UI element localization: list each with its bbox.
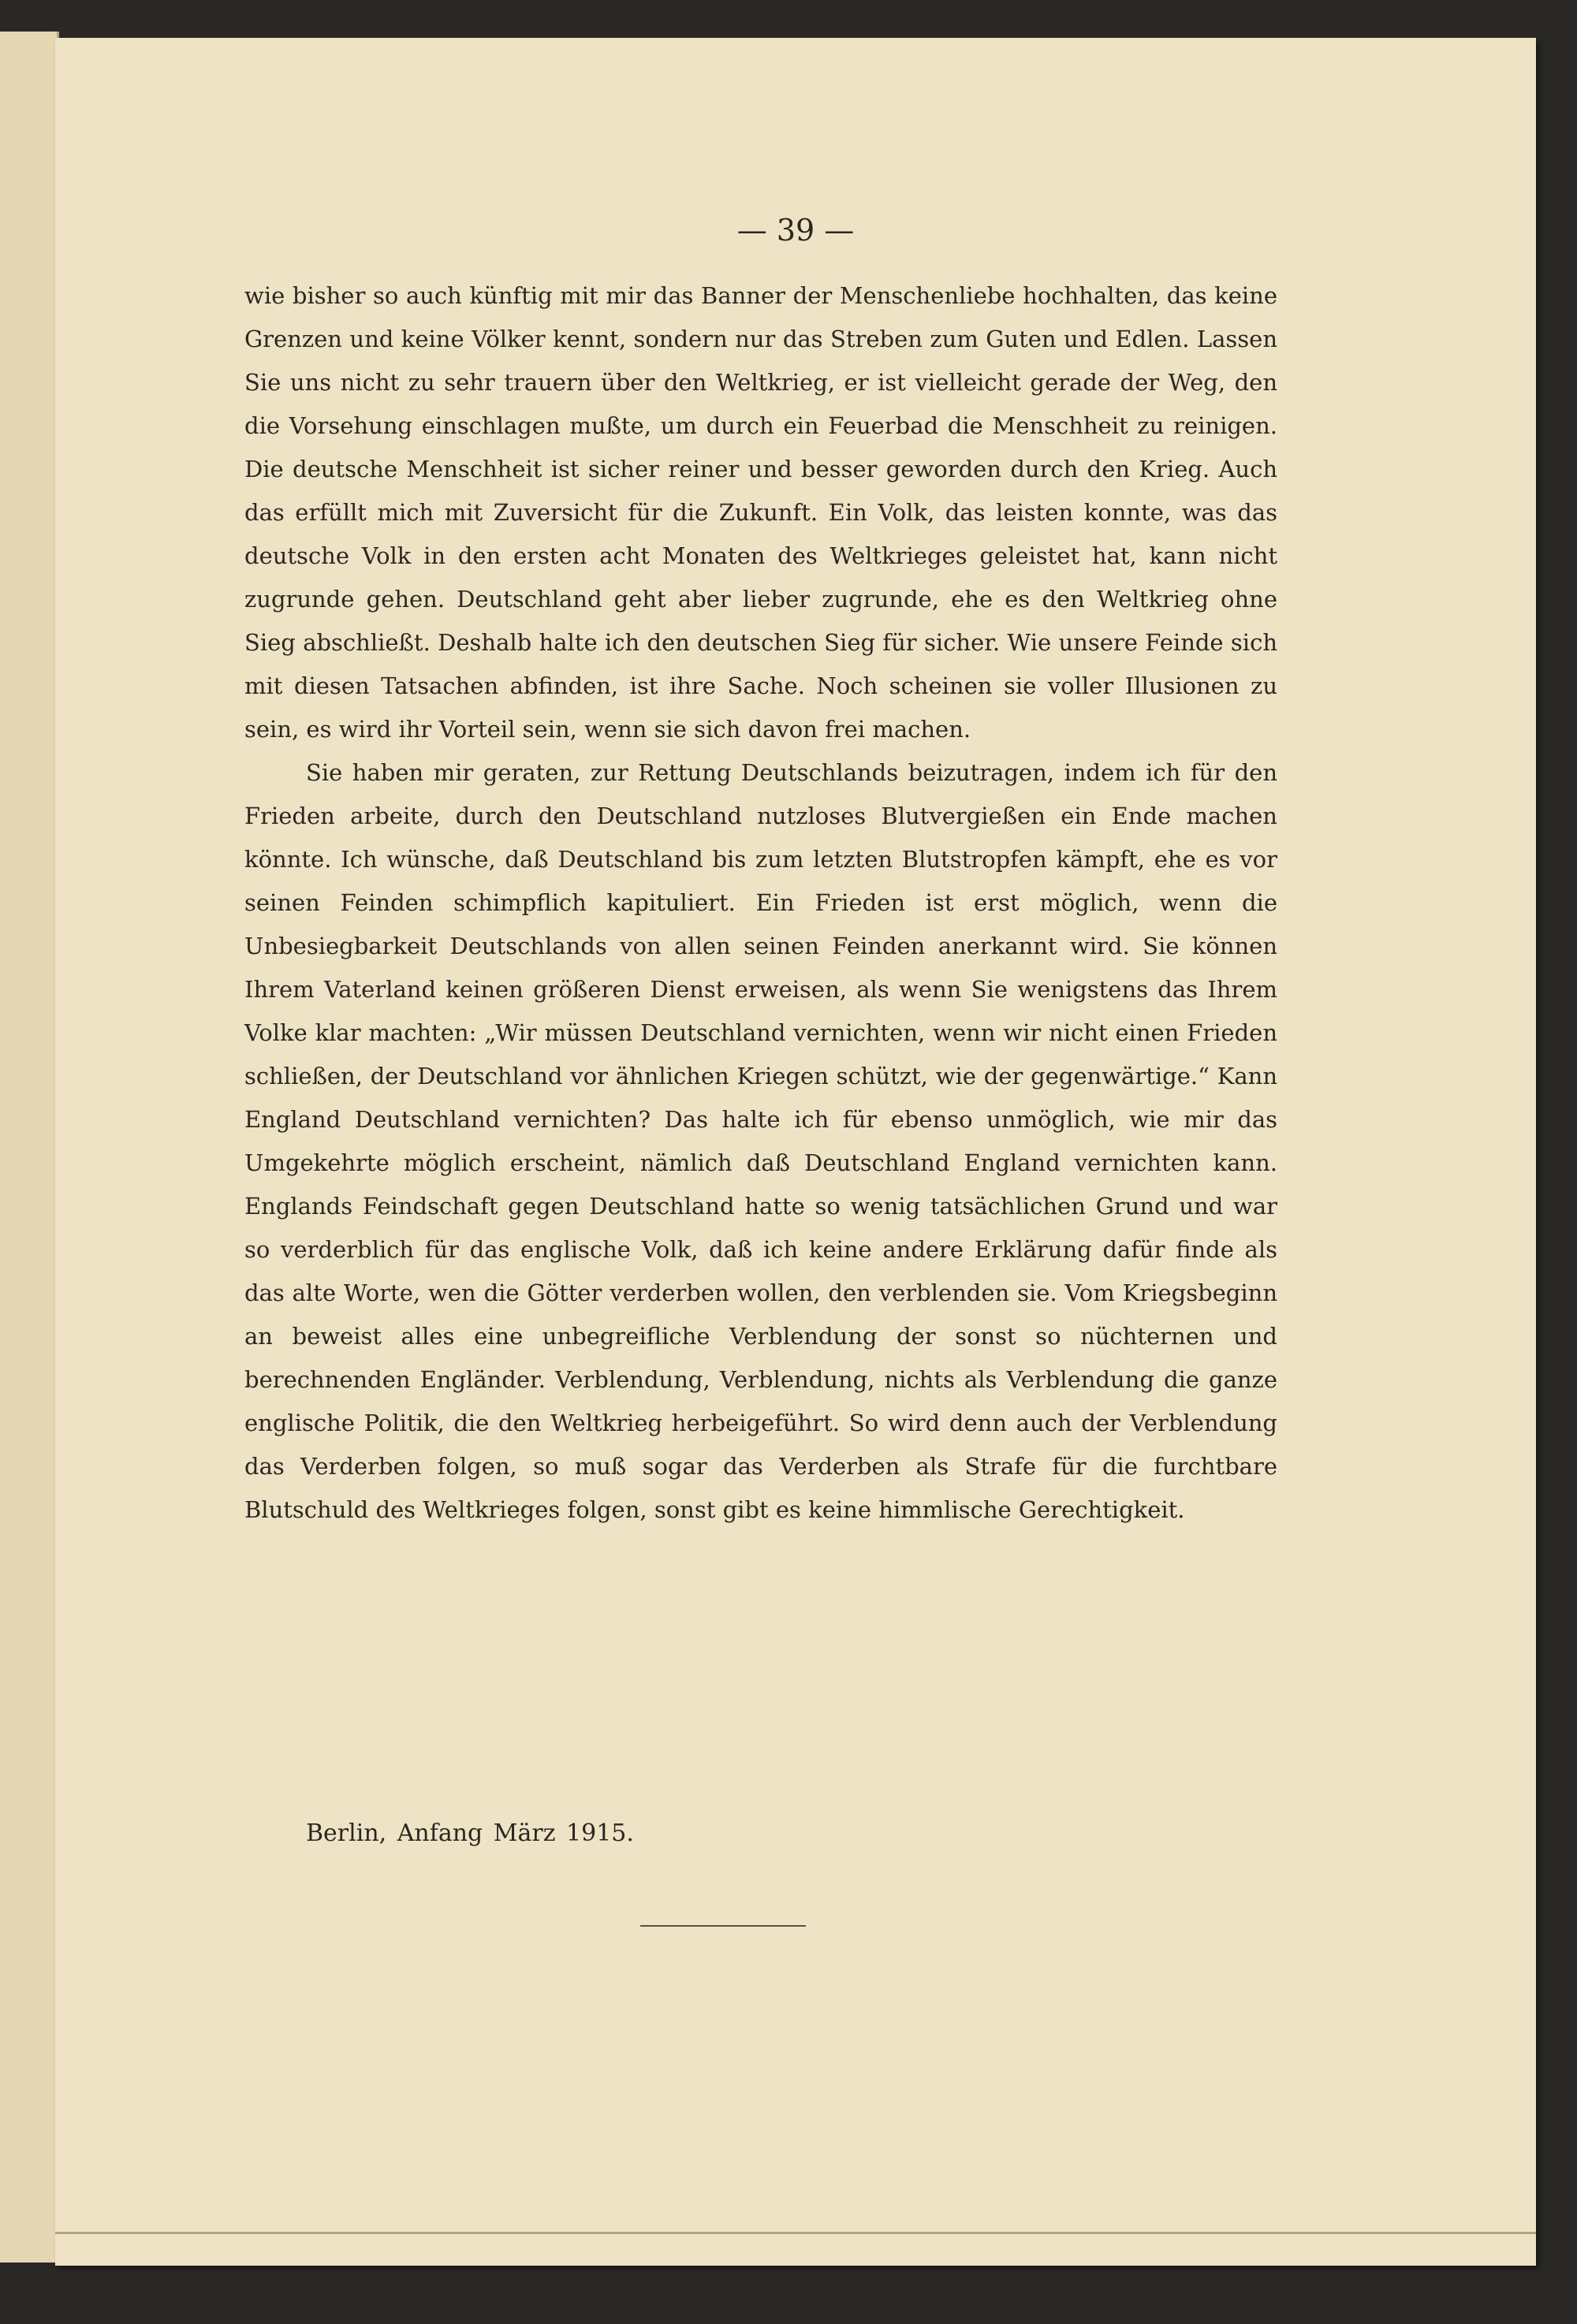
page-edge-line <box>55 2232 1536 2234</box>
paragraph: wie bisher so auch künftig mit mir das Banner der Menschenliebe hochhalten, das keine Grenzen und keine Völker kennt, sondern nur das Streben zum Guten und Edlen. Lassen Sie uns nicht zu sehr trauern über den Weltkrieg, er ist vielleicht gerade der Weg, den die Vorsehung einschlagen mußte, um durch ein Feuerbad die Menschheit zu reinigen. Die deutsche Menschheit ist sicher reiner und besser geworden durch den Krieg. Auch das erfüllt mich mit Zuversicht für die Zukunft. Ein Volk, das leisten konnte, was das deutsche Volk in den ersten acht Monaten des Weltkrieges geleistet hat, kann nicht zugrunde gehen. Deutschland geht aber lieber zugrunde, ehe es den Weltkrieg ohne Sieg abschließt. Deshalb halte ich den deutschen Sieg für sicher. Wie unsere Feinde sich mit diesen Tatsachen abfinden, ist ihre Sache. Noch scheinen sie voller Illusionen zu sein, es wird ihr Vorteil sein, wenn sie sich davon frei machen. <box>244 282 1277 743</box>
book-page <box>55 38 1536 2266</box>
previous-page-edge <box>0 32 59 2263</box>
closing-rule <box>640 1925 806 1927</box>
page-body <box>244 274 1277 1532</box>
paragraph: Sie haben mir geraten, zur Rettung Deutschlands beizutragen, indem ich für den Frieden arbeite, durch den Deutschland nutzloses Blutvergießen ein Ende machen könnte. Ich wünsche, daß Deutschland bis zum letzten Blutstropfen kämpft, ehe es vor seinen Feinden schimpflich kapituliert. Ein Frieden ist erst möglich, wenn die Unbesiegbarkeit Deutschlands von allen seinen Feinden anerkannt wird. Sie können Ihrem Vaterland keinen größeren Dienst erweisen, als wenn Sie wenigstens das Ihrem Volke klar machten: „Wir müssen Deutschland vernichten, wenn wir nicht einen Frieden schließen, der Deutschland vor ähnlichen Kriegen schützt, wie der gegenwärtige.“ Kann England Deutschland vernichten? Das halte ich für ebenso unmöglich, wie mir das Umgekehrte möglich erscheint, nämlich daß Deutschland England vernichten kann. Englands Feindschaft gegen Deutschland hatte so wenig tatsächlichen Grund und war so verderblich für das englische Volk, daß ich keine andere Erklärung dafür finde als das alte Worte, wen die Götter verderben wollen, den verblenden sie. Vom Kriegsbeginn an beweist alles eine unbegreifliche Verblendung der sonst so nüchternen und berechnenden Engländer. Verblendung, Verblendung, nichts als Verblendung die ganze englische Politik, die den Weltkrieg herbeigeführt. So wird denn auch der Verblendung das Verderben folgen, so muß sogar das Verderben als Strafe für die furchtbare Blutschuld des Weltkrieges folgen, sonst gibt es keine himmlische Gerechtigkeit. <box>244 759 1277 1523</box>
dateline: Berlin, Anfang März 1915. <box>306 1819 634 1847</box>
page-number: — 39 — <box>736 213 855 248</box>
